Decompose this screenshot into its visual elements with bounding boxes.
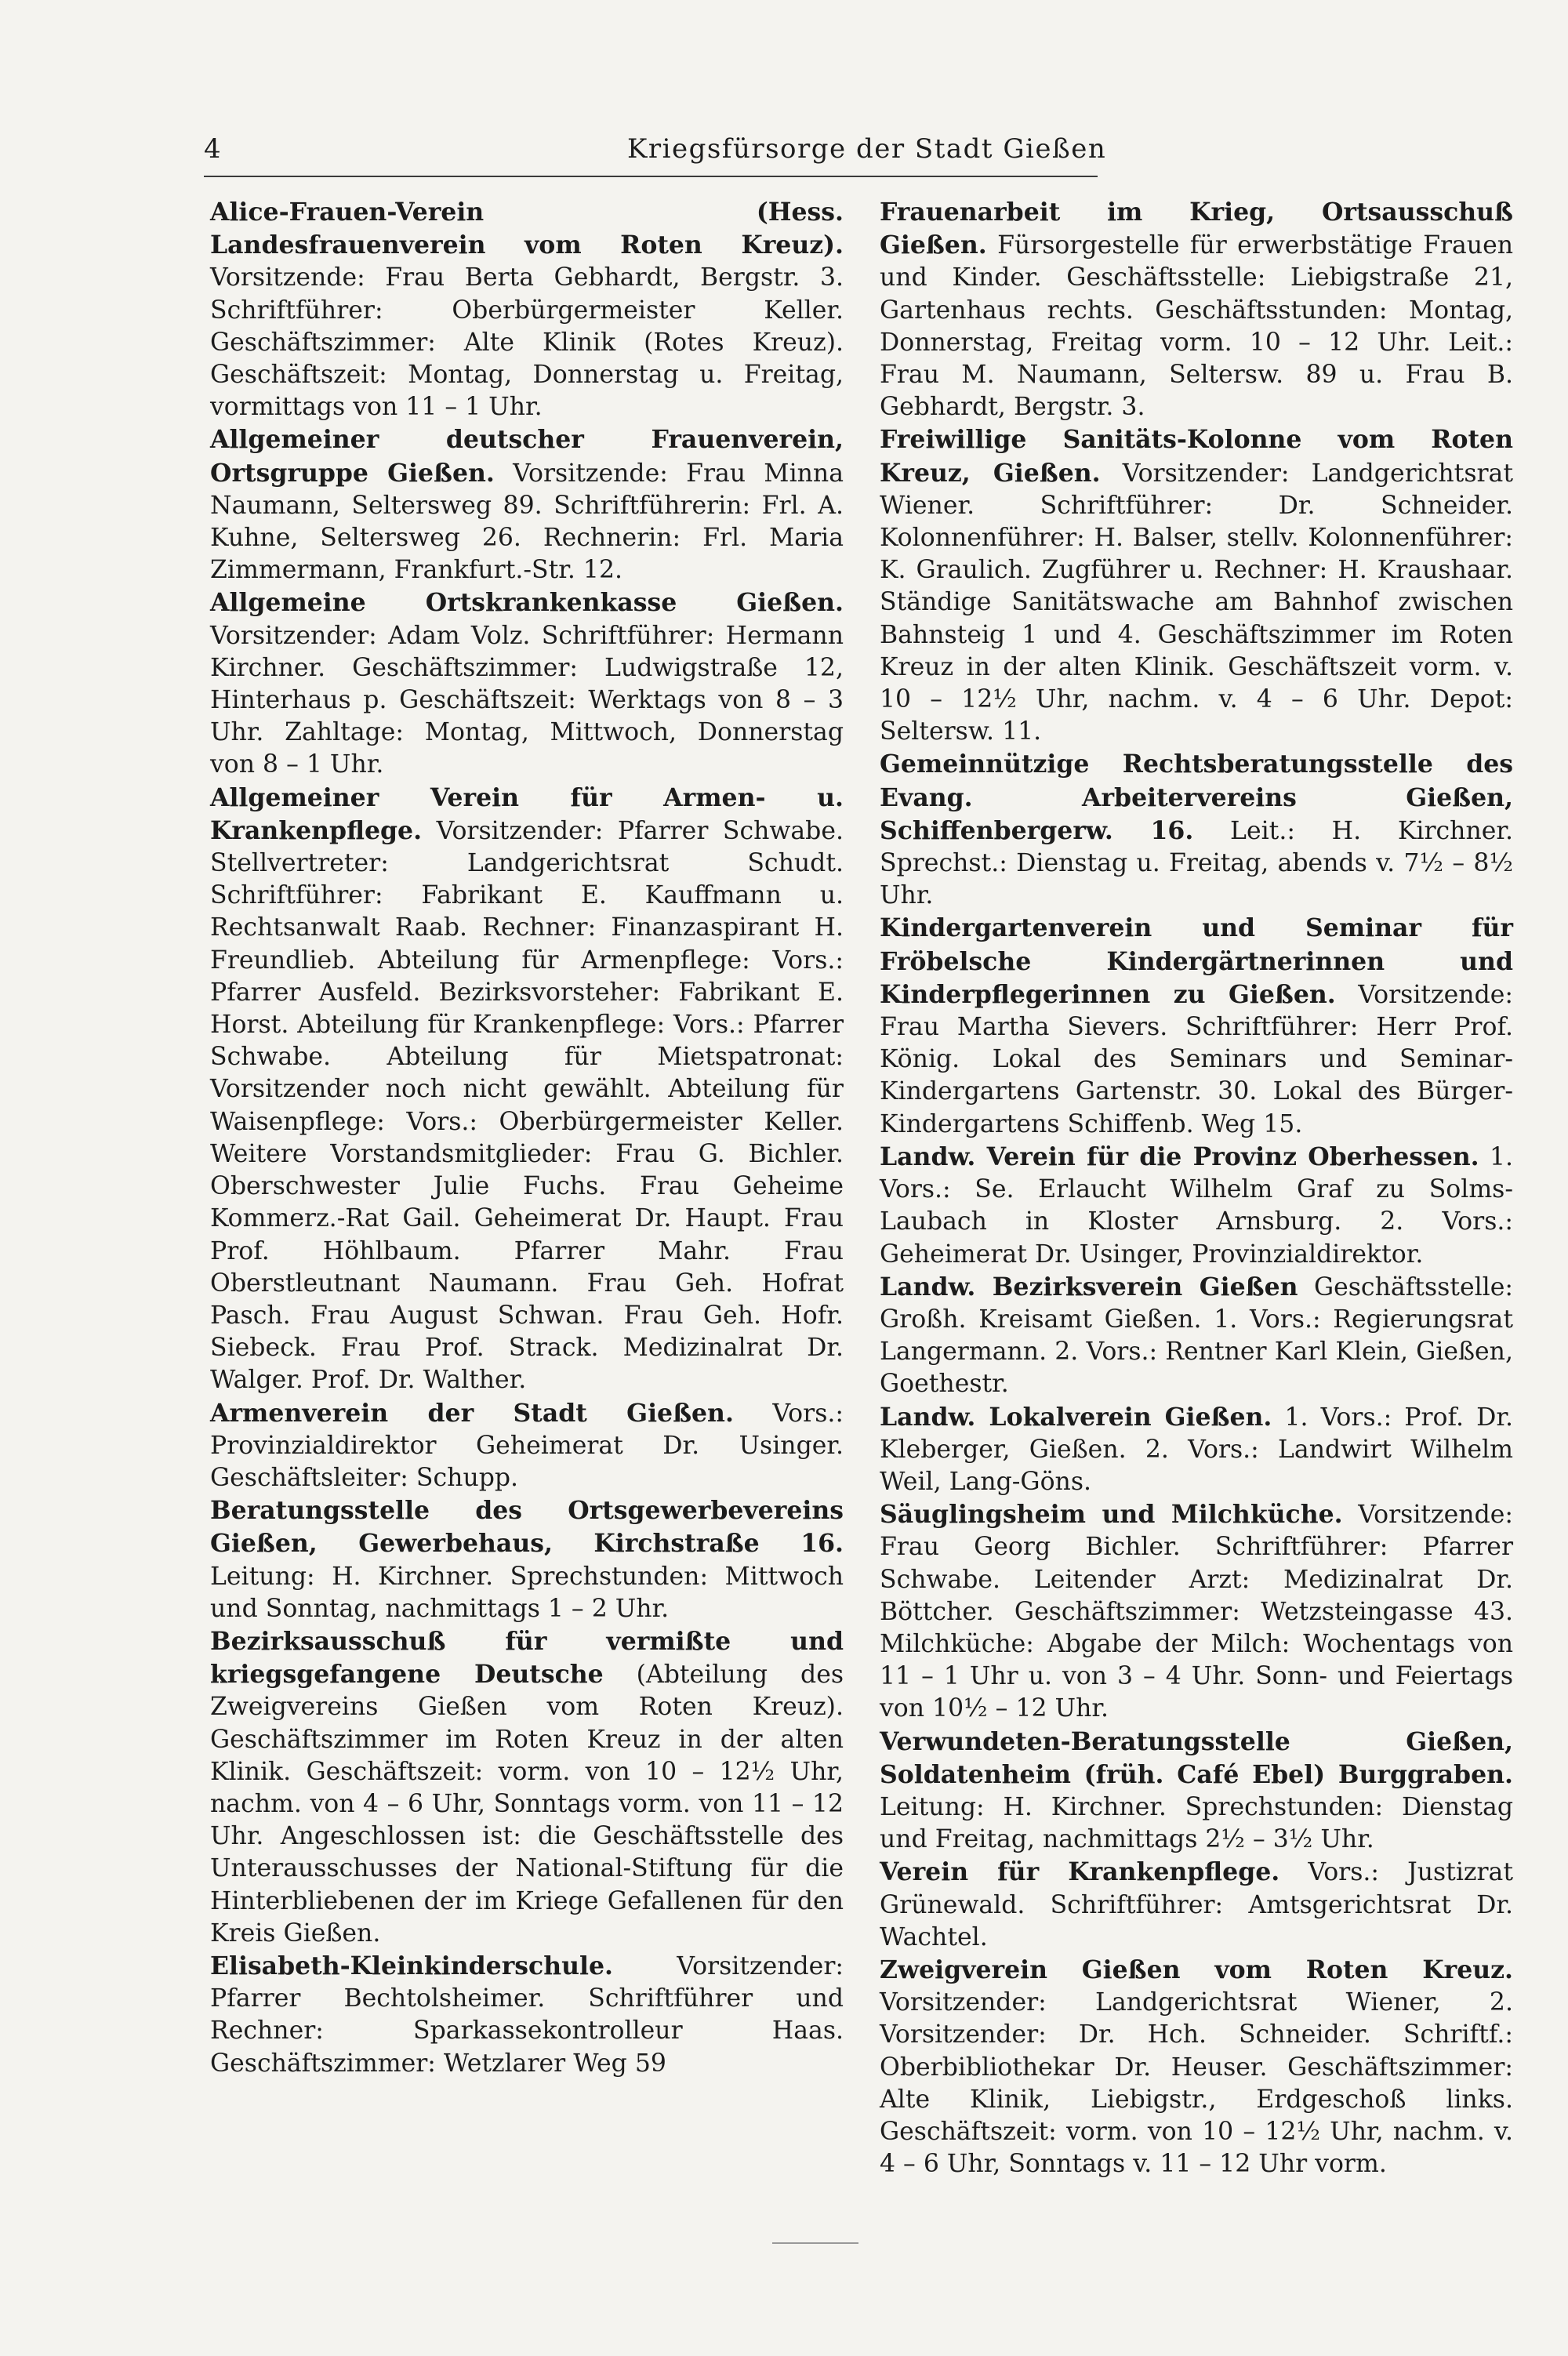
- entry-body: Geschäftsstelle: Großh. Kreisamt Gießen. 1. Vors.: Regierungsrat Langermann. 2. Vors.: Rentner Karl Klein, Gießen, Goethestr.: [880, 1272, 1513, 1399]
- entry-heading: Bezirksausschuß für vermißte und kriegsgefangene Deutsche: [210, 1626, 844, 1690]
- entry-heading: Landw. Lokalverein Gießen.: [880, 1402, 1272, 1432]
- entry-body: Leitung: H. Kirchner. Sprechstunden: Mittwoch und Sonntag, nachmittags 1 – 2 Uhr.: [210, 1562, 844, 1623]
- entry-body: Leitung: H. Kirchner. Sprechstunden: Dienstag und Freitag, nachmittags 2½ – 3½ Uhr.: [880, 1792, 1513, 1854]
- entry-heading: Armenverein der Stadt Gießen.: [210, 1398, 734, 1428]
- entry-heading: Gemeinnützige Rechtsberatungsstelle des Evang. Arbeitervereins Gießen, Schiffenbergerw. 16.: [880, 750, 1513, 845]
- directory-entry: [880, 1954, 1513, 2180]
- entry-heading: Alice-Frauen-Verein (Hess. Landesfrauenverein vom Roten Kreuz).: [210, 198, 844, 260]
- entry-body: Fürsorgestelle für erwerbstätige Frauen und Kinder. Geschäftsstelle: Liebigstraße 21, Gartenhaus rechts. Geschäftsstunden: Montag, Donnerstag, Freitag vorm. 10 – 12 Uhr. Leit.: Frau M. Naumann, Seltersw. 89 u. Frau B. Gebhardt, Bergstr. 3.: [880, 231, 1513, 422]
- page-header: [204, 132, 1107, 177]
- directory-entry: [880, 748, 1513, 912]
- entry-heading: Zweigverein Gießen vom Roten Kreuz.: [880, 1955, 1513, 1984]
- entry-heading: Säuglingsheim und Milchküche.: [880, 1500, 1343, 1530]
- entry-body: Vorsitzender: Landgerichtsrat Wiener, 2. Vorsitzender: Dr. Hch. Schneider. Schriftf.: Oberbibliothekar Dr. Heuser. Geschäftszimmer: Alte Klinik, Liebigstr., Erdgeschoß links. Geschäftszeit: vorm. von 10 – 12½ Uhr, nachm. v. 4 – 6 Uhr, Sonntags v. 11 – 12 Uhr vorm.: [880, 1988, 1513, 2179]
- entry-heading: Elisabeth-Kleinkinderschule.: [210, 1951, 613, 1980]
- entry-heading: Allgemeiner deutscher Frauenverein, Ortsgruppe Gießen.: [210, 425, 844, 488]
- entry-heading: Verein für Krankenpflege.: [880, 1857, 1280, 1887]
- entry-body: 1. Vors.: Prof. Dr. Kleberger, Gießen. 2. Vors.: Landwirt Wilhelm Weil, Lang-Göns.: [880, 1403, 1513, 1496]
- entry-body: Leit.: H. Kirchner. Sprechst.: Dienstag u. Freitag, abends v. 7½ – 8½ Uhr.: [880, 816, 1513, 910]
- entry-body: Vors.: Justizrat Grünewald. Schriftführer: Amtsgerichtsrat Dr. Wachtel.: [880, 1858, 1513, 1951]
- entry-heading: Beratungsstelle des Ortsgewerbevereins Gießen, Gewerbehaus, Kirchstraße 16.: [210, 1496, 844, 1559]
- directory-entry: [210, 1625, 844, 1950]
- directory-entry: [210, 196, 844, 423]
- entry-body: Vors.: Provinzialdirektor Geheimerat Dr. Usinger. Geschäftsleiter: Schupp.: [210, 1399, 844, 1492]
- entry-body: Vorsitzender: Landgerichtsrat Wiener. Schriftführer: Dr. Schneider. Kolonnenführer: H. Balser, stellv. Kolonnenführer: K. Graulich. Zugführer u. Rechner: H. Kraushaar. Ständige Sanitätswache am Bahnhof zwischen Bahnsteig 1 und 4. Geschäftszimmer im Roten Kreuz in der alten Klinik. Geschäftszeit vorm. v. 10 – 12½ Uhr, nachm. v. 4 – 6 Uhr. Depot: Seltersw. 11.: [880, 459, 1513, 746]
- entry-body: Vorsitzender: Pfarrer Bechtolsheimer. Schriftführer und Rechner: Sparkassekontrolleur Haas. Geschäftszimmer: Wetzlarer Weg 59: [210, 1951, 844, 2078]
- entry-body: Vorsitzende: Frau Minna Naumann, Seltersweg 89. Schriftführerin: Frl. A. Kuhne, Seltersweg 26. Rechnerin: Frl. Maria Zimmermann, Frankfurt.-Str. 12.: [210, 459, 844, 585]
- directory-entry: [210, 423, 844, 586]
- directory-entry: [210, 1397, 844, 1495]
- entry-heading: Verwundeten-Beratungsstelle Gießen, Soldatenheim (früh. Café Ebel) Burggraben.: [880, 1726, 1513, 1789]
- entry-body: Vorsitzende: Frau Martha Sievers. Schriftführer: Herr Prof. König. Lokal des Seminars und Seminar-Kindergartens Gartenstr. 30. Lokal des Bürger-Kindergartens Schiffenb. Weg 15.: [880, 980, 1513, 1138]
- directory-entry: [210, 782, 844, 1397]
- entry-body: (Abteilung des Zweigvereins Gießen vom Roten Kreuz). Geschäftszimmer im Roten Kreuz in der alten Klinik. Geschäftszeit: vorm. von 10 – 12½ Uhr, nachm. von 4 – 6 Uhr, Sonntags vorm. von 11 – 12 Uhr. Angeschlossen ist: die Geschäftsstelle des Unterausschusses der National-Stiftung für die Hinterbliebenen der im Kriege Gefallenen für den Kreis Gießen.: [210, 1661, 844, 1948]
- entry-body: Vorsitzende: Frau Berta Gebhardt, Bergstr. 3. Schriftführer: Oberbürgermeister Keller. Geschäftszimmer: Alte Klinik (Rotes Kreuz). Geschäftszeit: Montag, Donnerstag u. Freitag, vormittags von 11 – 1 Uhr.: [210, 263, 844, 422]
- directory-entry: [880, 196, 1513, 423]
- entry-body: Vorsitzender: Adam Volz. Schriftführer: Hermann Kirchner. Geschäftszimmer: Ludwigstraße 12, Hinterhaus p. Geschäftszeit: Werktags von 8 – 3 Uhr. Zahltage: Montag, Mittwoch, Donnerstag von 8 – 1 Uhr.: [210, 621, 844, 779]
- directory-entry: [210, 1950, 844, 2080]
- directory-entry: [880, 1498, 1513, 1725]
- directory-entry: [880, 1726, 1513, 1857]
- entry-body: Vorsitzende: Frau Georg Bichler. Schriftführer: Pfarrer Schwabe. Leitender Arzt: Medizinalrat Dr. Böttcher. Geschäftszimmer: Wetzsteingasse 43. Milchküche: Abgabe der Milch: Wochentags von 11 – 1 Uhr u. von 3 – 4 Uhr. Sonn- und Feiertags von 10½ – 12 Uhr.: [880, 1501, 1513, 1723]
- entry-heading: Kindergartenverein und Seminar für Fröbelsche Kindergärtnerinnen und Kinderpflegerinnen zu Gießen.: [880, 913, 1513, 1009]
- directory-entry: [210, 1494, 844, 1625]
- directory-entry: [210, 586, 844, 781]
- entry-heading: Landw. Verein für die Provinz Oberhessen.: [880, 1142, 1479, 1171]
- directory-entry: [880, 912, 1513, 1140]
- left-column: [210, 196, 844, 2080]
- directory-entry: [880, 1401, 1513, 1499]
- footer-rule: [772, 2242, 858, 2244]
- entry-heading: Landw. Bezirksverein Gießen: [880, 1272, 1298, 1301]
- entry-heading: Allgemeine Ortskrankenkasse Gießen.: [210, 588, 844, 618]
- directory-entry: [880, 423, 1513, 748]
- entry-heading: Allgemeiner Verein für Armen- u. Krankenpflege.: [210, 782, 844, 845]
- entry-heading: Freiwillige Sanitäts-Kolonne vom Roten Kreuz, Gießen.: [880, 425, 1513, 488]
- directory-entry: [880, 1271, 1513, 1401]
- entry-heading: Frauenarbeit im Krieg, Ortsausschuß Gießen.: [880, 198, 1513, 260]
- directory-entry: [880, 1856, 1513, 1954]
- page-number: 4: [204, 133, 221, 165]
- running-title: Kriegsfürsorge der Stadt Gießen: [627, 133, 1107, 165]
- entry-body: Vorsitzender: Pfarrer Schwabe. Stellvertreter: Landgerichtsrat Schudt. Schriftführer: Fabrikant E. Kauffmann u. Rechtsanwalt Raab. Rechner: Finanzaspirant H. Freundlieb. Abteilung für Armenpflege: Vors.: Pfarrer Ausfeld. Bezirksvorsteher: Fabrikant E. Horst. Abteilung für Krankenpflege: Vors.: Pfarrer Schwabe. Abteilung für Mietspatronat: Vorsitzender noch nicht gewählt. Abteilung für Waisenpflege: Vors.: Oberbürgermeister Keller. Weitere Vorstandsmitglieder: Frau G. Bichler. Oberschwester Julie Fuchs. Frau Geheime Kommerz.-Rat Gail. Geheimerat Dr. Haupt. Frau Prof. Höhlbaum. Pfarrer Mahr. Frau Oberstleutnant Naumann. Frau Geh. Hofrat Pasch. Frau August Schwan. Frau Geh. Hofr. Siebeck. Frau Prof. Strack. Medizinalrat Dr. Walger. Prof. Dr. Walther.: [210, 816, 844, 1395]
- directory-entry: [880, 1141, 1513, 1271]
- right-column: [880, 196, 1513, 2180]
- entry-body: 1. Vors.: Se. Erlaucht Wilhelm Graf zu Solms-Laubach in Kloster Arnsburg. 2. Vors.: Geheimerat Dr. Usinger, Provinzialdirektor.: [880, 1142, 1513, 1269]
